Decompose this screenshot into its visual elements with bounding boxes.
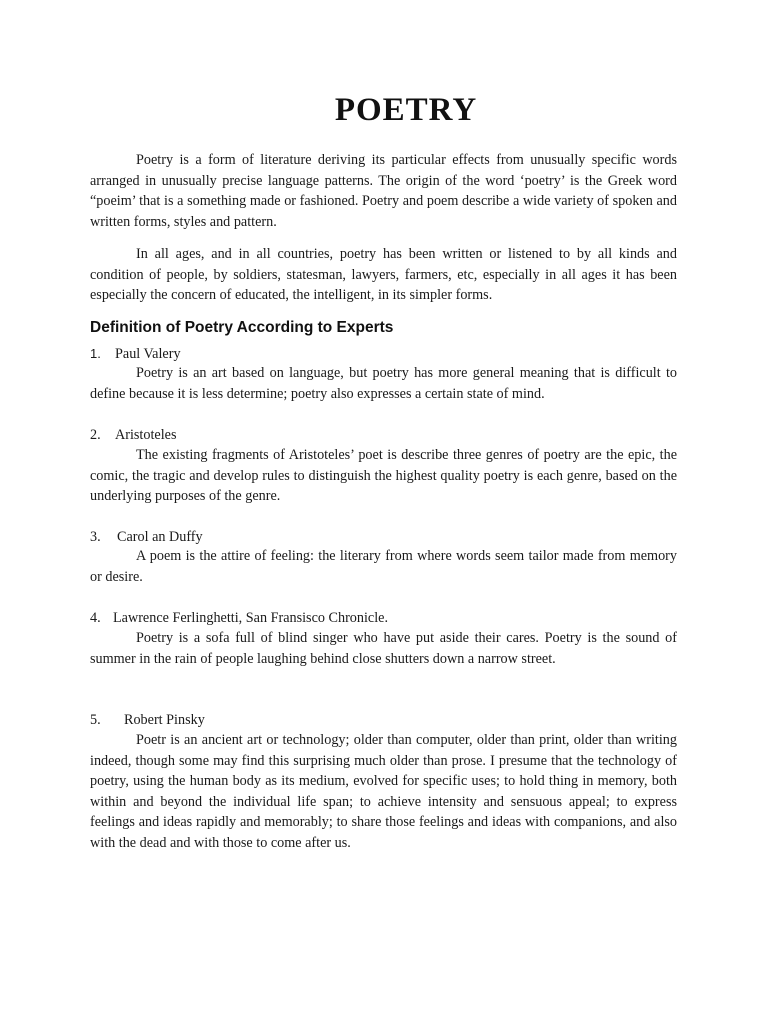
page-title: POETRY bbox=[334, 92, 478, 128]
expert-name: Carol an Duffy bbox=[117, 529, 203, 545]
expert-name: Aristoteles bbox=[115, 427, 177, 443]
list-number: 1. bbox=[90, 346, 101, 361]
expert-item-header bbox=[90, 527, 203, 547]
expert-name: Paul Valery bbox=[115, 346, 181, 362]
list-number: 4. bbox=[90, 610, 101, 626]
expert-definition: A poem is the attire of feeling: the literary from where words seem tailor made from memory or desire. bbox=[90, 548, 677, 585]
expert-definition: Poetry is a sofa full of blind singer who have put aside their cares. Poetry is the sound of summer in the rain of people laughing behind close shutters down a narrow street. bbox=[90, 630, 677, 667]
section-heading: Definition of Poetry According to Experts bbox=[90, 319, 394, 336]
expert-name: Robert Pinsky bbox=[124, 712, 205, 728]
intro-paragraph: Poetry is a form of literature deriving its particular effects from unusually specific words arranged in unusually precise language patterns. The origin of the word ‘poetry’ is the Greek word “poeim’ that is a something made or fashioned. Poetry and poem describe a wide variety of spoken and written forms, styles and pattern. bbox=[90, 152, 677, 230]
list-number: 3. bbox=[90, 529, 101, 545]
expert-item-header bbox=[90, 608, 388, 628]
intro-paragraph: In all ages, and in all countries, poetry has been written or listened to by all kinds and condition of people, by soldiers, statesman, lawyers, farmers, etc, especially in all ages it has been especially the concern of educated, the intelligent, in its simpler forms. bbox=[90, 246, 677, 303]
list-number: 5. bbox=[90, 712, 101, 728]
expert-name: Lawrence Ferlinghetti, San Fransisco Chronicle. bbox=[113, 610, 389, 626]
expert-item-header bbox=[90, 710, 205, 730]
expert-item-header bbox=[90, 344, 181, 364]
expert-definition: Poetry is an art based on language, but poetry has more general meaning that is difficult to define because it is less determine; poetry also expresses a certain state of mind. bbox=[90, 365, 677, 402]
expert-definition: The existing fragments of Aristoteles’ poet is describe three genres of poetry are the epic, the comic, the tragic and develop rules to distinguish the highest quality poetry is each genre, based on the underlying purposes of the genre. bbox=[90, 447, 677, 504]
list-number: 2. bbox=[90, 427, 101, 443]
expert-definition: Poetr is an ancient art or technology; older than computer, older than print, older than writing indeed, though some may find this surprising much older than prose. I presume that the technology of poetry, using the human body as its medium, evolved for specific uses; to hold thing in memory, both within and beyond the individual life span; to achieve intensity and sensuous appeal; to express feelings and ideas rapidly and memorably; to share those feelings and ideas with companions, and also with the dead and with those to come after us. bbox=[90, 732, 677, 851]
expert-item-header bbox=[90, 425, 176, 445]
